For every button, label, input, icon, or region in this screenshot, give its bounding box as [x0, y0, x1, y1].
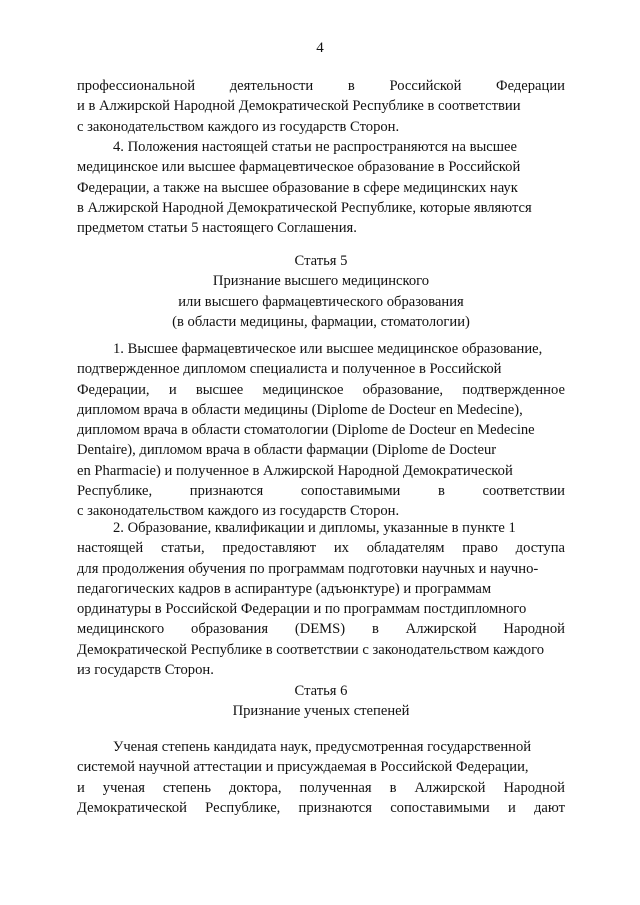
text-line: дипломом врача в области стоматологии (Diplome de Docteur en Medecine [77, 422, 535, 439]
word: признаются [189, 483, 264, 500]
text-line: педагогических кадров в аспирантуре (адъюнктуре) и программам [77, 580, 492, 597]
text-line: и в Алжирской Народной Демократической Республике в соответствии [77, 98, 521, 115]
word: высшее [195, 381, 244, 398]
article6-heading [77, 681, 565, 722]
word: право [462, 540, 498, 557]
article-title: Признание ученых степеней [232, 703, 410, 720]
text-line [77, 538, 565, 558]
word: доступа [515, 540, 565, 557]
word: предоставляют [222, 540, 317, 557]
text-line: 4. Положения настоящей статьи не распространяются на высшее [113, 139, 517, 155]
word: Республике, [77, 483, 153, 500]
paragraph-art4-tail [77, 76, 565, 137]
page-number: 4 [316, 40, 324, 56]
text-line: системой научной аттестации и присуждаемая в Российской Федерации, [77, 759, 529, 776]
text-line: подтвержденное дипломом специалиста и полученное в Российской [77, 361, 502, 378]
word: Федерации [496, 78, 565, 94]
paragraph-art4-item4 [77, 137, 565, 238]
text-line: Ученая степень кандидата наук, предусмотренная государственной [113, 739, 532, 755]
text-line: Федерации, а также на высшее образование в сфере медицинских наук [77, 179, 518, 196]
paragraph-art5-item1 [77, 339, 565, 522]
article-title: (в области медицины, фармации, стоматологии) [172, 313, 470, 330]
text-line: медицинское или высшее фармацевтическое образование в Российской [77, 159, 521, 176]
text-line [77, 76, 565, 96]
text-line: для продолжения обучения по программам подготовки научных и научно- [77, 560, 539, 577]
word: сопоставимыми [390, 799, 490, 816]
text-line: 1. Высшее фармацевтическое или высшее медицинское образование, [113, 341, 543, 357]
text-line [77, 798, 565, 818]
word: и [77, 779, 85, 796]
word: полученная [299, 779, 372, 796]
text-line [77, 778, 565, 798]
text-line: дипломом врача в области медицины (Diplome de Docteur en Medecine), [77, 401, 523, 418]
word: в [389, 779, 397, 796]
article-title: Признание высшего медицинского [212, 273, 430, 290]
word: в [437, 483, 445, 500]
word: сопоставимыми [300, 483, 401, 500]
word: Народной [503, 779, 565, 796]
text-line: 2. Образование, квалификации и дипломы, указанные в пункте 1 [113, 520, 516, 536]
word: и [507, 799, 516, 816]
word: Российской [389, 78, 462, 94]
word: образования [191, 621, 269, 638]
word: подтвержденное [462, 381, 565, 398]
text-line: в Алжирской Народной Демократической Республике, которые являются [77, 199, 532, 216]
word: деятельности [229, 78, 314, 94]
word: соответствии [482, 483, 565, 500]
word: ученая [102, 779, 145, 796]
word: медицинского [77, 621, 165, 638]
article-title: или высшего фармацевтического образования [178, 293, 464, 310]
text-line [77, 380, 565, 400]
word: и [168, 381, 177, 398]
word: профессиональной [77, 78, 196, 94]
word: обладателям [366, 540, 445, 557]
text-line [77, 619, 565, 639]
word: (DEMS) [294, 621, 346, 638]
word: статьи, [160, 540, 205, 557]
word: настоящей [77, 540, 144, 557]
word: образование, [362, 381, 444, 398]
text-line [77, 481, 565, 501]
paragraph-art6 [77, 737, 565, 818]
word: в [347, 78, 355, 94]
word: медицинское [262, 381, 344, 398]
word: признаются [298, 799, 372, 816]
word: их [333, 540, 349, 557]
text-line: en Pharmacie) и полученное в Алжирской Народной Демократической [77, 462, 513, 479]
word: степень [162, 779, 211, 796]
text-line: Dentaire), дипломом врача в области фармации (Diplome de Docteur [77, 442, 497, 459]
text-line: с законодательством каждого из государств Сторон. [77, 503, 400, 520]
article-number: Статья 6 [294, 683, 348, 699]
word: Народной [503, 621, 565, 638]
word: Демократической [77, 799, 187, 816]
word: Алжирской [414, 779, 486, 796]
word: Республике, [205, 799, 281, 816]
word: в [371, 621, 379, 638]
text-line: с законодательством каждого из государств Сторон. [77, 118, 400, 135]
text-line: ординатуры в Российской Федерации и по программам постдипломного [77, 601, 527, 618]
word: Алжирской [405, 621, 477, 638]
word: дают [534, 799, 565, 816]
paragraph-art5-item2 [77, 518, 565, 680]
text-line: Демократической Республике в соответствии с законодательством каждого [77, 641, 545, 658]
article5-heading [77, 251, 565, 332]
text-line: предметом статьи 5 настоящего Соглашения. [77, 220, 357, 237]
text-line: из государств Сторон. [77, 662, 214, 679]
word: Федерации, [77, 381, 150, 398]
article-number: Статья 5 [294, 253, 348, 269]
word: доктора, [228, 779, 282, 796]
